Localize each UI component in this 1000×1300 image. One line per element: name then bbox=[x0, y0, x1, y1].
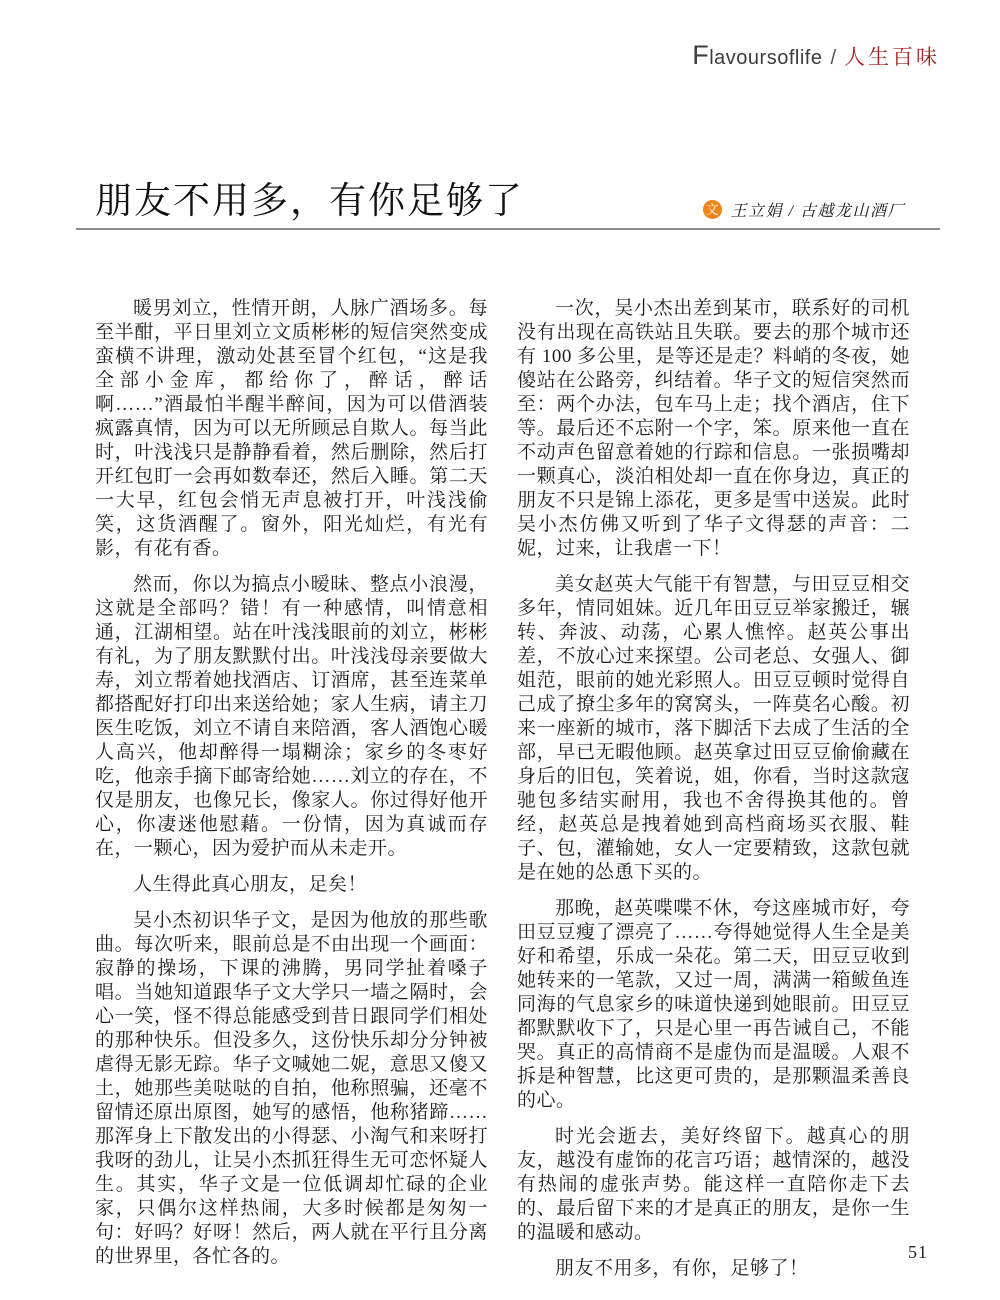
right-column bbox=[517, 297, 910, 1281]
paragraph: 朋友不用多，有你，足够了！ bbox=[555, 1258, 809, 1279]
author-wen-icon: 文 bbox=[703, 200, 722, 219]
header-separator: / bbox=[830, 47, 836, 69]
article-title: 朋友不用多，有你足够了 bbox=[95, 180, 524, 221]
article-body bbox=[95, 297, 910, 1281]
paragraph: 那晚，赵英喋喋不休，夸这座城市好，夸田豆豆瘦了漂亮了……夸得她觉得人生全是美好和希望，乐成一朵花。第二天，田豆豆收到她转来的一笔款，又过一周，满满一箱鲅鱼连同海的气息家乡的味道快递到她眼前。田豆豆都默默收下了，只是心里一再告诫自己，不能哭。真正的高情商不是虚伪而是温暖。人艰不拆是种智慧，比这更可贵的，是那颗温柔善良的心。 bbox=[517, 898, 910, 1111]
paragraph: 人生得此真心朋友，足矣！ bbox=[133, 874, 368, 895]
paragraph: 时光会逝去，美好终留下。越真心的朋友，越没有虚饰的花言巧语；越情深的，越没有热闹的虚张声势。能这样一直陪你走下去的、最后留下来的才是真正的朋友，是你一生的温暖和感动。 bbox=[517, 1126, 910, 1243]
byline-author-text: 王立娟 / 古越龙山酒厂 bbox=[730, 203, 905, 220]
magazine-name-english bbox=[692, 40, 822, 71]
magazine-name-rest: lavoursoflife bbox=[709, 47, 823, 69]
paragraph: 吴小杰初识华子文，是因为他放的那些歌曲。每次听来，眼前总是不由出现一个画面：寂静的操场，下课的沸腾，男同学扯着嗓子唱。当她知道跟华子文大学只一墙之隔时，会心一笑，怪不得总能感受到昔日跟同学们相处的那种快乐。但没多久，这份快乐却分分钟被虐得无影无踪。华子文喊她二妮，意思又傻又土，她那些美哒哒的自拍，他称照骗，还毫不留情还原出原图，她写的感悟，他称猪蹄……那浑身上下散发出的小得瑟、小淘气和来呀打我呀的劲儿，让吴小杰抓狂得生无可恋怀疑人生。其实，华子文是一位低调却忙碌的企业家，只偶尔这样热闹，大多时候都是匆匆一句：好吗？好呀！然后，两人就在平行且分离的世界里，各忙各的。 bbox=[95, 910, 488, 1267]
paragraph: 然而，你以为搞点小暧昧、整点小浪漫，这就是全部吗？错！有一种感情，叫情意相通，江湖相望。站在叶浅浅眼前的刘立，彬彬有礼，为了朋友默默付出。叶浅浅母亲要做大寿，刘立帮着她找酒店、订酒席，甚至连菜单都搭配好打印出来送给她；家人生病，请主刀医生吃饭，刘立不请自来陪酒，客人酒饱心暖人高兴，他却醉得一塌糊涂；家乡的冬枣好吃，他亲手摘下邮寄给她……刘立的存在，不仅是朋友，也像兄长，像家人。你过得好他开心，你凄迷他慰藉。一份情，因为真诚而存在，一颗心，因为爱护而从未走开。 bbox=[95, 574, 488, 859]
paragraph: 暖男刘立，性情开朗，人脉广酒场多。每至半酣，平日里刘立文质彬彬的短信突然变成蛮横不讲理，激动处甚至冒个红包，“这是我全部小金库，都给你了，醉话，醉话啊……”酒最怕半醒半醉间，因为可以借酒装疯露真情，因为可以无所顾忌自欺人。每当此时，叶浅浅只是静静看着，然后删除，然后打开红包盯一会再如数奉还，然后入睡。第二天一大早，红包会悄无声息被打开，叶浅浅偷笑，这货酒醒了。窗外，阳光灿烂，有光有影，有花有香。 bbox=[95, 298, 488, 559]
magazine-name-initial: F bbox=[692, 40, 710, 70]
paragraph: 美女赵英大气能干有智慧，与田豆豆相交多年，情同姐妹。近几年田豆豆举家搬迁，辗转、奔波、动荡，心累人憔悴。赵英公事出差，不放心过来探望。公司老总、女强人、御姐范，眼前的她光彩照人。田豆豆顿时觉得自己成了撩尘多年的窝窝头，一阵莫名心酸。初来一座新的城市，落下脚活下去成了生活的全部，早已无暇他顾。赵英拿过田豆豆偷偷藏在身后的旧包，笑着说，姐，你看，当时这款寇驰包多结实耐用，我也不舍得换其他的。曾经，赵英总是拽着她到高档商场买衣服、鞋子、包，灌输她，女人一定要精致，这款包就是在她的怂恿下买的。 bbox=[517, 574, 910, 883]
page-header bbox=[692, 40, 940, 71]
paragraph: 一次，吴小杰出差到某市，联系好的司机没有出现在高铁站且失联。要去的那个城市还有 100 多公里，是等还是走？料峭的冬夜，她傻站在公路旁，纠结着。华子文的短信突然而至：两个办法，包车马上走；找个酒店，住下等。最后还不忘附一个字，笨。原来他一直在不动声色留意着她的行踪和信息。一张损嘴却一颗真心，淡泊相处却一直在你身边，真正的朋友不只是锦上添花，更多是雪中送炭。此时吴小杰仿佛又听到了华子文得瑟的声音：二妮，过来，让我虐一下！ bbox=[517, 298, 910, 559]
page-number: 51 bbox=[908, 1242, 928, 1262]
magazine-name-chinese: 人生百味 bbox=[844, 46, 940, 69]
title-divider bbox=[76, 228, 940, 230]
left-column bbox=[95, 297, 488, 1281]
byline bbox=[703, 198, 905, 221]
